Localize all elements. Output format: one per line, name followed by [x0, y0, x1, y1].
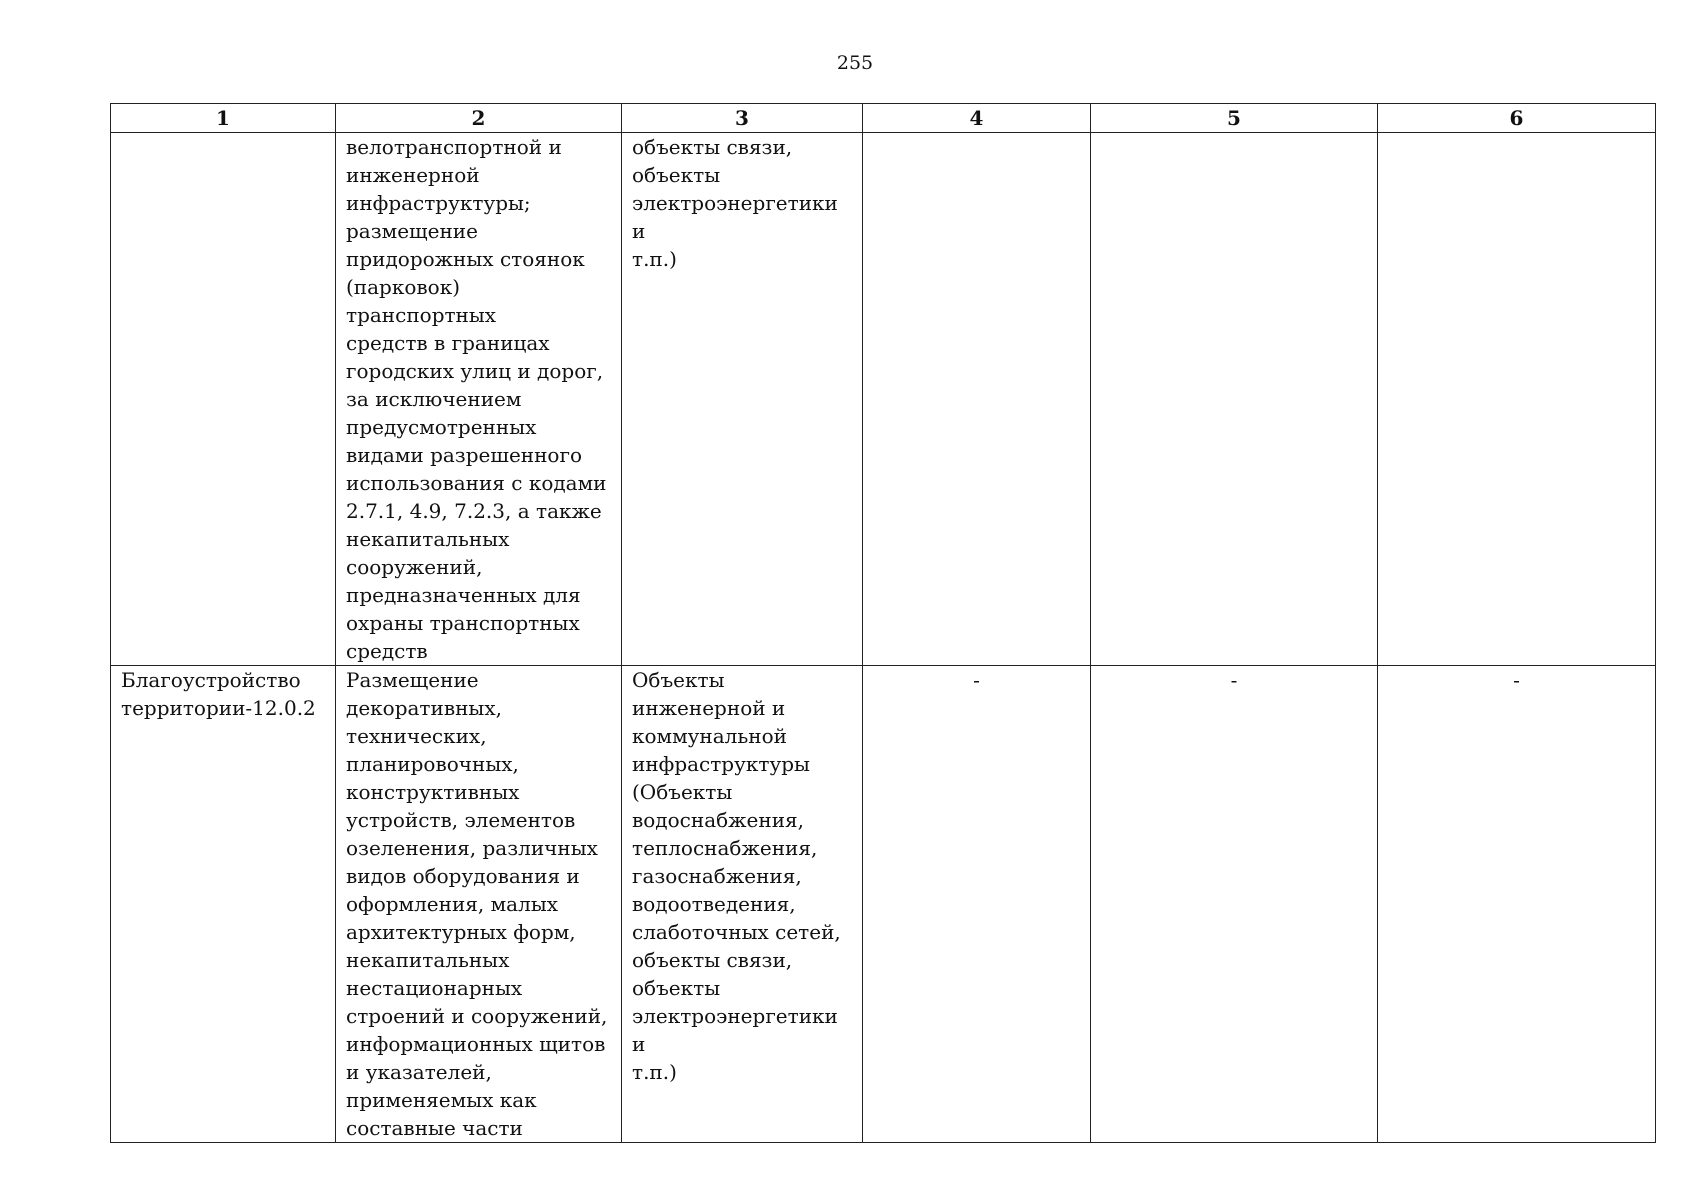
table-cell-objects: объекты связи, объекты электроэнергетики и т.п.) [622, 133, 863, 666]
regulations-table [110, 103, 1656, 1143]
table-cell-col6 [1378, 133, 1656, 666]
column-header-5: 5 [1091, 104, 1378, 133]
table-cell-objects: Объекты инженерной и коммунальной инфраструктуры (Объекты водоснабжения, теплоснабжения, газоснабжения, водоотведения, слаботочных сетей, объекты связи, объекты электроэнергетики и т.п.) [622, 666, 863, 1143]
page-number: 255 [836, 52, 874, 74]
table-cell-description: велотранспортной и инженерной инфраструктуры; размещение придорожных стоянок (парковок) транспортных средств в границах городских улиц и дорог, за исключением предусмотренных видами разрешенного использования с кодами 2.7.1, 4.9, 7.2.3, а также некапитальных сооружений, предназначенных для охраны транспортных средств [336, 133, 622, 666]
table-cell-col5: - [1091, 666, 1378, 1143]
table-cell-col4 [863, 133, 1091, 666]
table-cell-col5 [1091, 133, 1378, 666]
column-header-3: 3 [622, 104, 863, 133]
table-cell-description: Размещение декоративных, технических, планировочных, конструктивных устройств, элементов озеленения, различных видов оборудования и оформления, малых архитектурных форм, некапитальных нестационарных строений и сооружений, информационных щитов и указателей, применяемых как составные части [336, 666, 622, 1143]
column-header-6: 6 [1378, 104, 1656, 133]
column-header-2: 2 [336, 104, 622, 133]
table-row [111, 666, 1656, 1143]
column-header-1: 1 [111, 104, 336, 133]
table-row [111, 133, 1656, 666]
table-cell-col6: - [1378, 666, 1656, 1143]
table-cell-col4: - [863, 666, 1091, 1143]
table-header-row [111, 104, 1656, 133]
table-cell-use-type [111, 133, 336, 666]
table-cell-use-type: Благоустройство территории-12.0.2 [111, 666, 336, 1143]
column-header-4: 4 [863, 104, 1091, 133]
